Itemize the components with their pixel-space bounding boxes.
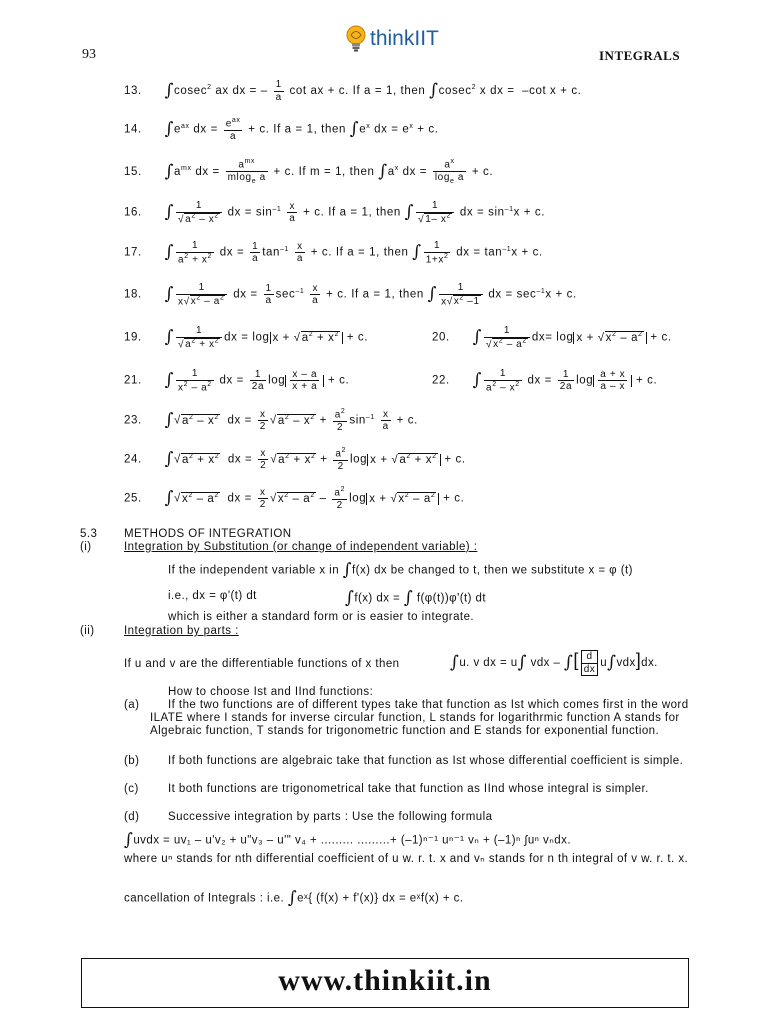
item-i-label: (i) <box>80 541 92 553</box>
formula-21: 21. ∫ $\frac{1}{x^2 - a^2}$ dx = $\frac{1}{2a}$ log $\frac{x - a}{x + a}$ + c. <box>124 368 350 393</box>
item-d-label: (d) <box>124 811 140 823</box>
substitution-heading: Integration by Substitution (or change of independent variable) : <box>124 541 478 553</box>
choose-heading: How to choose Ist and IInd functions: <box>168 686 374 698</box>
item-c-text: It both functions are trigonometrical take that function as IInd whose integral is simpler. <box>168 783 649 795</box>
successive-formula: ∫uvdx = uv₁ – u'v₂ + u"v₃ – u'" v₄ + ......... .........+ (–1)ⁿ⁻¹ uⁿ⁻¹ vₙ + (–1)ⁿ ∫uⁿ vₙdx. <box>124 830 571 850</box>
item-ii-label: (ii) <box>80 625 95 637</box>
logo-text: thinkIIT <box>370 27 439 50</box>
formula-23: 23. $\int√a^2 - x^2$ dx = $\frac{x}{2}$ $√a^2 - x^2$ + $\frac{a^2}{2}$ $\sin^{-1}$ $\frac{x}{a}$ + c. <box>124 408 418 433</box>
item-a-text: If the two functions are of different types take that function as Ist which comes first in the word ILATE where I stands for inverse circular function, L stands for logarithrmic function A stands for Algebraic function, T stands for trigonometric function and E stands for exponential function. <box>150 699 689 737</box>
where-text: where uⁿ stands for nth differential coefficient of u w. r. t. x and vₙ stands for n th integral of v w. r. t. x. <box>124 853 689 865</box>
formula-19: 19. ∫ $\frac{1}{√a^2 + x^2}$ dx = $\log x + √a^2 + x^2 + c$. <box>124 325 369 350</box>
formula-24: 24. $\int√a^2 + x^2$ dx = $\frac{x}{2}$ $√a^2 + x^2$ + $\frac{a^2}{2}$ $\log x + √a^2 + x^2 + c$. <box>124 447 466 472</box>
formula-17: 17. ∫ $\frac{1}{a^2 + x^2}$ dx = $\frac{1}{a}$ $\tan^{-1}$ $\frac{x}{a}$ + c. If a = 1, then ∫ $\frac{1}{1+x^2}$ dx = $\tan^{-1}x + c$. <box>124 240 543 265</box>
formula-20: 20. ∫ $\frac{1}{√x^2 - a^2}$ $dx= \log x + √x^2 - a^2 + c$. <box>432 325 672 350</box>
parts-heading: Integration by parts : <box>124 625 239 637</box>
section-title: INTEGRALS <box>599 48 681 63</box>
substitution-text-2: i.e., dx = φ'(t) dt <box>168 590 257 602</box>
formula-13: 13. ∫cosec$^2$ ax dx = – $\frac{1}{a}$ cot ax + c. If a = 1, then ∫cosec$^2$ x dx = –cot x + c. <box>124 79 582 103</box>
item-b-label: (b) <box>124 755 140 767</box>
parts-formula: ∫u. v dx = u∫ vdx – ∫[ $\frac{d}{dx}$ u∫vdx]dx. <box>450 650 658 675</box>
formula-18: 18. ∫ $\frac{1}{x√x^2 - a^2}$ dx = $\frac{1}{a}$ $\sec^{-1}$ $\frac{x}{a}$ + c. If a = 1, then ∫ $\frac{1}{x√x^2 -1}$ dx = $\sec^{-1}x + c$. <box>124 282 577 307</box>
section-number: 5.3 <box>80 528 98 540</box>
thinkiit-logo <box>344 24 439 54</box>
page-number: 93 <box>82 47 96 62</box>
formula-14: 14. $\int e^{ax}$ dx = $\frac{e^{ax}}{a}$ + c. If a = 1, then $\int e^x$ dx = $e^x + c$. <box>124 117 439 142</box>
lightbulb-icon <box>344 24 368 54</box>
parts-text: If u and v are the differentiable functions of x then <box>124 658 400 670</box>
item-c-label: (c) <box>124 783 139 795</box>
formula-15: 15. $\int a^{mx}$ dx = $\frac{a^{mx}}{mlog_e a}$ + c. If m = 1, then $\int a^x$ dx = $\frac{a^x}{\log_e a}$ + c. <box>124 158 494 185</box>
item-b-text: If both functions are algebraic take that function as Ist whose differential coefficient is simple. <box>168 755 684 767</box>
formula-25: 25. $\int√x^2 - a^2$ dx = $\frac{x}{2}$ $√x^2 - a^2$ – $\frac{a^2}{2}$ $\log x + √x^2 - a^2 + c$. <box>124 486 465 511</box>
substitution-formula: ∫f(x) dx = ∫ f(φ(t))φ'(t) dt <box>345 588 487 608</box>
item-a-label: (a) <box>124 699 140 711</box>
section-heading: METHODS OF INTEGRATION <box>124 528 292 540</box>
item-d-text: Successive integration by parts : Use the following formula <box>168 811 493 823</box>
cancellation-text: cancellation of Integrals : i.e. ∫eˣ{ (f(x) + f'(x)} dx = eˣf(x) + c. <box>124 888 464 908</box>
formula-22: 22. ∫ $\frac{1}{a^2 - x^2}$ dx = $\frac{1}{2a}$ log $\frac{a + x}{a - x}$ + c. <box>432 368 658 393</box>
formula-number: 13. <box>124 85 142 98</box>
footer-box <box>81 958 689 1008</box>
substitution-text-3: which is either a standard form or is easier to integrate. <box>168 611 475 623</box>
formula-16: 16. ∫ $\frac{1}{√a^2 - x^2}$ dx = $\sin^{-1}$ $\frac{x}{a}$ + c. If a = 1, then ∫ $\frac{1}{√1- x^2}$ dx = $\sin^{-1}x + c$. <box>124 200 546 225</box>
substitution-text-1: If the independent variable x in ∫f(x) dx be changed to t, then we substitute x = φ (t) <box>168 560 633 580</box>
website-url[interactable]: www.thinkiit.in <box>278 964 492 997</box>
